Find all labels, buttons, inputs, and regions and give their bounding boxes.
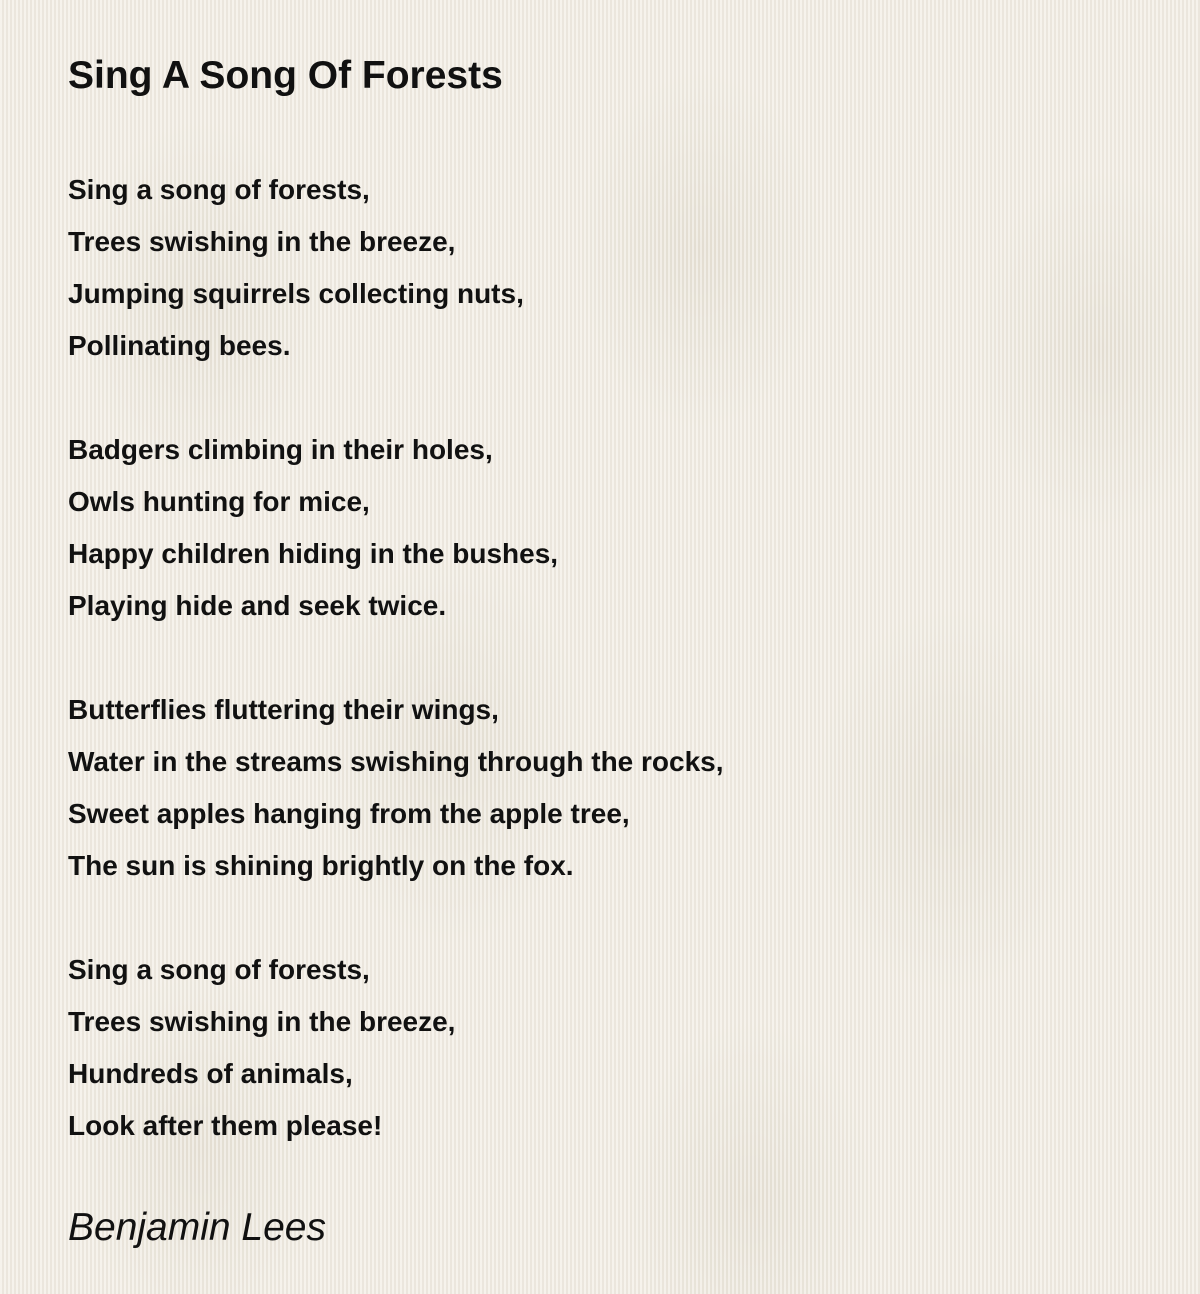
- poem-line: Water in the streams swishing through the rocks,: [68, 746, 724, 777]
- poem-line: Sing a song of forests,: [68, 174, 370, 205]
- stanza-4: [68, 944, 1148, 1152]
- poem-line: Playing hide and seek twice.: [68, 590, 447, 621]
- poem-line: Look after them please!: [68, 1110, 383, 1141]
- poem-line: Happy children hiding in the bushes,: [68, 538, 559, 569]
- poem-line: Badgers climbing in their holes,: [68, 434, 493, 465]
- poem-line: Butterflies fluttering their wings,: [68, 694, 499, 725]
- stanza-3: [68, 684, 1148, 892]
- poem-container: [68, 52, 1148, 1252]
- poem-line: Sing a song of forests,: [68, 954, 370, 985]
- poem-line: Trees swishing in the breeze,: [68, 1006, 456, 1037]
- stanza-2: [68, 424, 1148, 632]
- poem-line: Sweet apples hanging from the apple tree,: [68, 798, 630, 829]
- poem-line: Jumping squirrels collecting nuts,: [68, 278, 524, 309]
- poem-line: Hundreds of animals,: [68, 1058, 353, 1089]
- stanza-1: [68, 164, 1148, 372]
- poem-title: Sing A Song Of Forests: [68, 54, 503, 97]
- poem-line: Trees swishing in the breeze,: [68, 226, 456, 257]
- poem-line: Pollinating bees.: [68, 330, 291, 361]
- poem-line: Owls hunting for mice,: [68, 486, 370, 517]
- poem-line: The sun is shining brightly on the fox.: [68, 850, 574, 881]
- poem-author: Benjamin Lees: [68, 1206, 326, 1249]
